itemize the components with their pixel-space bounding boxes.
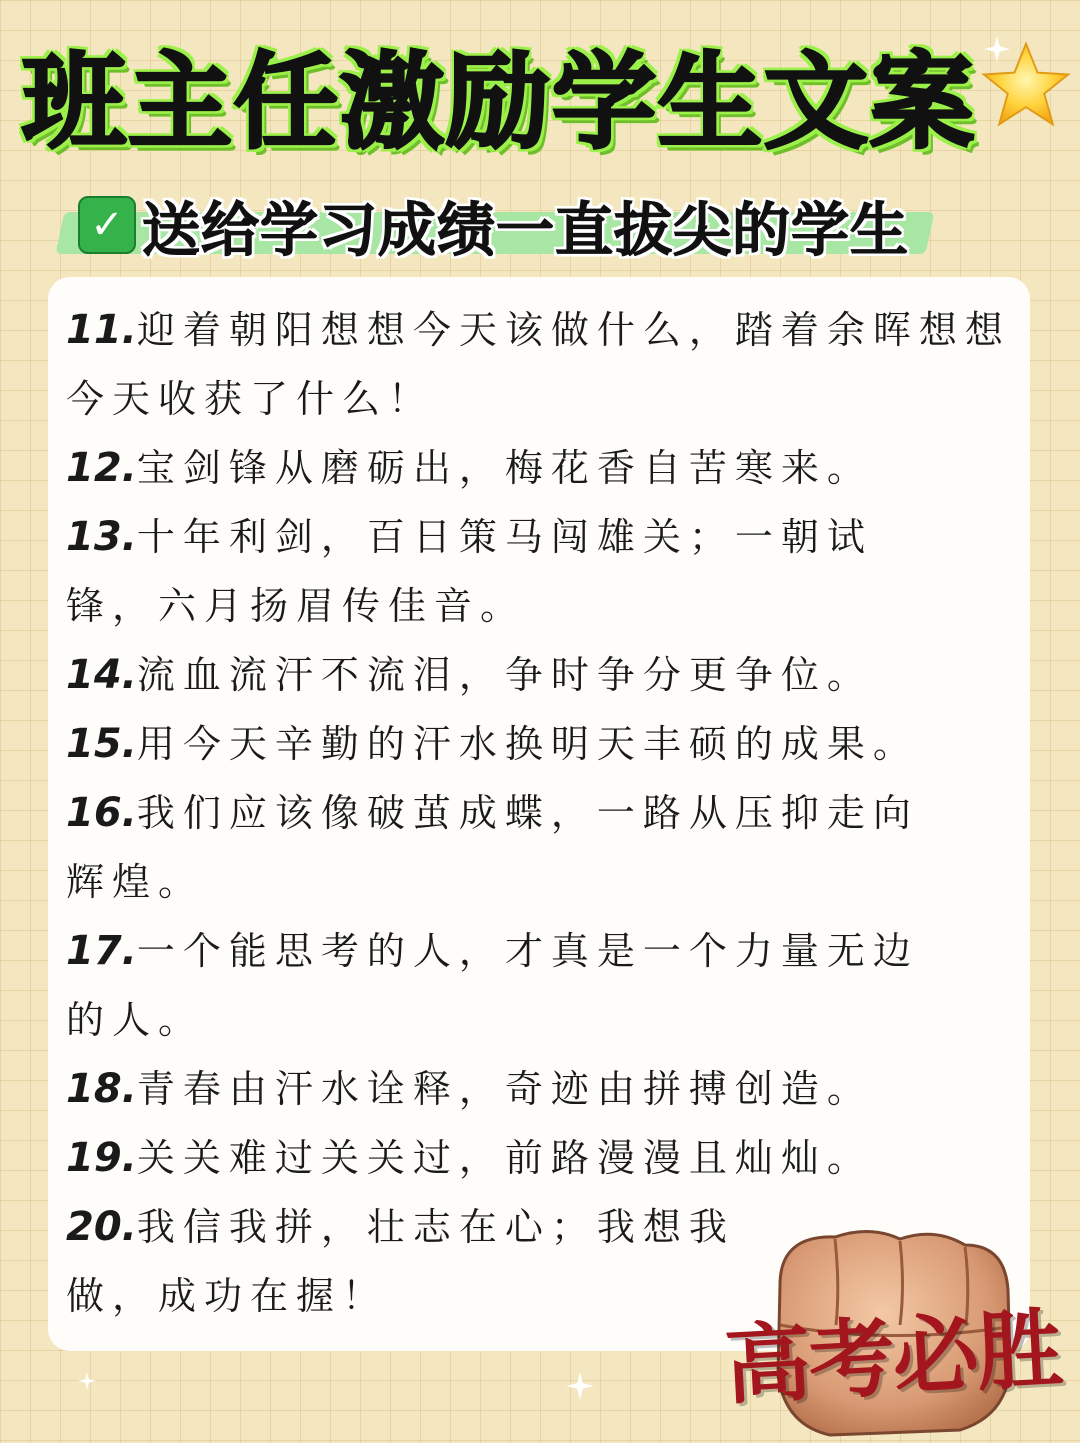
quote-number: 16. xyxy=(66,790,137,836)
quote-item xyxy=(66,1124,1016,1193)
quote-number: 20. xyxy=(66,1204,137,1250)
quote-number: 13. xyxy=(66,514,137,560)
quote-item xyxy=(66,1055,1016,1124)
quote-text: 迎着朝阳想想今天该做什么，踏着余晖想想今天收获了什么！ xyxy=(66,308,1011,421)
quote-text: 一个能思考的人，才真是一个力量无边的人。 xyxy=(66,929,919,1042)
quote-text: 宝剑锋从磨砺出，梅花香自苦寒来。 xyxy=(136,446,873,490)
quote-text: 用今天辛勤的汗水换明天丰硕的成果。 xyxy=(136,722,919,766)
quote-item xyxy=(66,503,936,641)
quote-number: 12. xyxy=(66,445,137,491)
quote-number: 11. xyxy=(66,307,137,353)
check-box-icon: ✓ xyxy=(78,196,136,254)
quote-text: 关关难过关关过，前路漫漫且灿灿。 xyxy=(136,1136,873,1180)
quote-number: 19. xyxy=(66,1135,137,1181)
quote-item xyxy=(66,710,1016,779)
sticker-text: 高考必胜 xyxy=(722,1298,1064,1417)
quote-item xyxy=(66,779,936,917)
quote-text: 青春由汗水诠释，奇迹由拼搏创造。 xyxy=(136,1067,873,1111)
quote-list xyxy=(66,296,1016,1331)
sparkle-icon xyxy=(566,1372,594,1400)
quote-item xyxy=(66,641,1016,710)
quote-text: 流血流汗不流泪，争时争分更争位。 xyxy=(136,653,873,697)
quote-number: 15. xyxy=(66,721,137,767)
sparkle-icon xyxy=(984,36,1010,62)
quote-text: 我信我拼，壮志在心；我想我做，成功在握！ xyxy=(66,1205,735,1318)
sparkle-icon xyxy=(78,1372,96,1390)
quote-item xyxy=(66,1193,736,1331)
subtitle-text: 送给学习成绩一直拔尖的学生 xyxy=(142,196,910,264)
quote-text: 十年利剑，百日策马闯雄关；一朝试锋，六月扬眉传佳音。 xyxy=(66,515,873,628)
quote-item xyxy=(66,434,1016,503)
quote-text: 我们应该像破茧成蝶，一路从压抑走向辉煌。 xyxy=(66,791,919,904)
quote-item xyxy=(66,917,936,1055)
page-title: 班主任激励学生文案 xyxy=(22,41,977,163)
quote-item xyxy=(66,296,1016,434)
quote-number: 14. xyxy=(66,652,137,698)
quote-number: 18. xyxy=(66,1066,137,1112)
quote-number: 17. xyxy=(66,928,137,974)
subtitle-banner xyxy=(60,190,930,264)
